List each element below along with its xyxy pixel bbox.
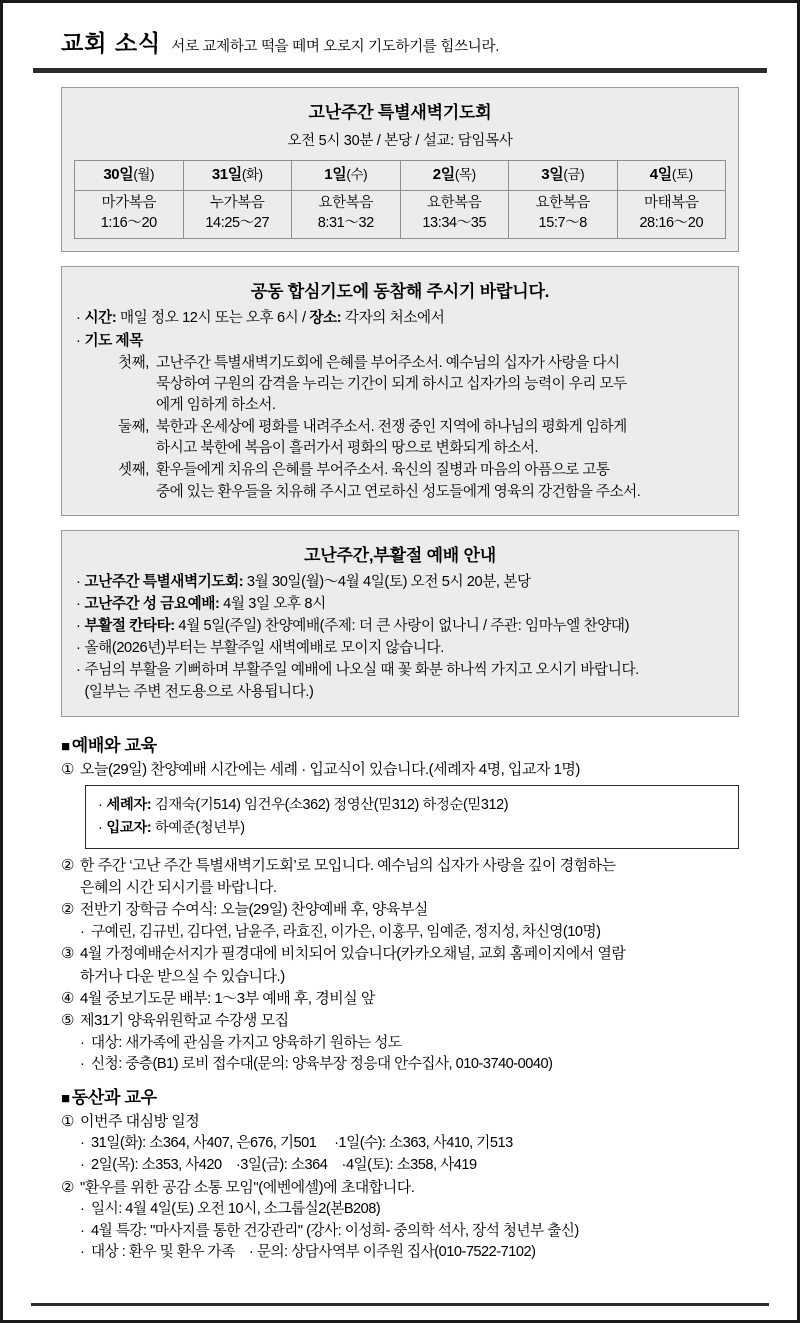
day-number: 31일 [211, 166, 242, 183]
easter-notice-line [76, 594, 726, 615]
meeting-contact: 문의: 상담사역부 이주원 집사(010-7522-7102) [256, 1244, 536, 1261]
schedule-right: 4일(토): 소358, 사419 [345, 1157, 477, 1174]
bullet-dot: · [80, 1222, 85, 1239]
meeting-target: 대상 : 환우 및 환우 가족 [91, 1244, 235, 1261]
topic-line: 환우들에게 치유의 은혜를 부어주소서. 육신의 질병과 마음의 아픔으로 고통 [156, 462, 610, 479]
list-item [61, 1177, 739, 1198]
bullet-dot: · [76, 640, 81, 657]
place-value: 각자의 처소에서 [344, 310, 445, 327]
baptized-names: 김재숙(기514) 임건우(소362) 정영산(믿312) 하정순(믿312) [151, 797, 509, 814]
verse-range: 13:34〜35 [422, 214, 487, 231]
topic-line: 하시고 북한에 복음이 흘러가서 평화의 땅으로 변화되게 하소서. [156, 440, 538, 457]
table-cell-passage [509, 191, 618, 239]
topic-lead: 첫째, [118, 354, 149, 371]
baptism-line [98, 795, 728, 816]
item-text: 제31기 양육위원학교 수강생 모집 [80, 1012, 289, 1030]
joint-prayer-box [61, 266, 739, 515]
prayer-topic-item [118, 353, 726, 416]
sub-list-item [80, 1054, 739, 1075]
line-value: 4월 5일(주일) 찬양예배(주제: 더 큰 사랑이 없나니 / 주관: 임마누엘 찬양대) [174, 618, 630, 635]
book-name: 요한복음 [427, 195, 482, 212]
book-name: 요한복음 [318, 195, 373, 212]
time-label: 시간: [84, 310, 117, 327]
topic-line: 북한과 온세상에 평화를 내려주소서. 전쟁 중인 지역에 하나님의 평화게 임하게 [156, 419, 627, 436]
line-label: 고난주간 성 금요예배: [84, 595, 220, 612]
line-value: 3월 30일(월)〜4월 4일(토) 오전 5시 20분, 본당 [243, 573, 531, 590]
table-cell-day [509, 161, 618, 191]
dawn-prayer-box [61, 87, 739, 252]
bullet-dot: · [98, 797, 103, 814]
table-cell-day [400, 161, 509, 191]
topic-lead: 둘째, [118, 419, 149, 436]
prayer-topic-item [118, 417, 726, 459]
topic-line: 에게 임하게 하소서. [156, 397, 276, 413]
verse-range: 1:16〜20 [100, 214, 157, 231]
dawn-prayer-title: 고난주간 특별새벽기도회 [308, 103, 492, 122]
table-cell-passage [617, 191, 726, 239]
day-of-week: (목) [454, 167, 476, 182]
table-cell-day [183, 161, 292, 191]
visitation-schedule-row: · 2일(목): 소353, 사420 ·3일(금): 소364 ·4일(토): 소358, 사419 [80, 1155, 739, 1176]
list-item [61, 855, 739, 876]
item-text: 전반기 장학금 수여식: 오늘(29일) 찬양예배 후, 양육부실 [80, 901, 428, 919]
joint-prayer-time-line [76, 308, 726, 329]
item-number: ② [61, 856, 74, 874]
line-label: 고난주간 특별새벽기도회: [84, 573, 244, 590]
scholarship-recipients: 구예린, 김규빈, 김다연, 남윤주, 라효진, 이가은, 이홍무, 임예준, 정지성, 차신영(10명) [91, 923, 601, 940]
prayer-topic-item [118, 460, 726, 502]
book-name: 누가복음 [210, 195, 265, 212]
school-application: 신청: 중층(B1) 로비 접수대(문의: 양육부장 정응대 안수집사, 010-3740-0040) [91, 1056, 553, 1073]
topic-body [156, 460, 726, 502]
bullet-dot: · [76, 595, 81, 612]
dawn-prayer-table [74, 160, 726, 239]
topic-body [156, 417, 726, 459]
confirmed-names: 하예준(청년부) [151, 819, 245, 836]
bullet-dot: · [80, 1034, 85, 1051]
bullet-dot: · [76, 332, 81, 349]
topic-line: 고난주간 특별새벽기도회에 은혜를 부어주소서. 예수님의 십자가 사랑을 다시 [156, 354, 620, 371]
joint-prayer-title: 공동 합심기도에 동참해 주시기 바랍니다. [250, 282, 550, 302]
item-text: 오늘(29일) 찬양예배 시간에는 세례 · 입교식이 있습니다.(세례자 4명, 입교자 1명) [80, 760, 580, 778]
table-cell-passage [75, 191, 184, 239]
book-name: 마태복음 [644, 195, 699, 212]
line-value: 4월 3일 오후 8시 [219, 595, 326, 612]
list-item [61, 899, 739, 920]
sub-list-item [80, 1221, 739, 1242]
day-of-week: (토) [671, 167, 693, 182]
meeting-lecture: 4월 특강: "마사지를 통한 건강관리" (강사: 이성희- 중의학 석사, 장석 청년부 출신) [91, 1222, 579, 1239]
table-row-passages [75, 191, 726, 239]
bullet-dot: · [80, 1244, 85, 1261]
schedule-left: 31일(화): 소364, 사407, 은676, 기501 [91, 1135, 317, 1152]
topic-line: 중에 있는 환우들을 치유해 주시고 연로하신 성도들에게 영육의 강건함을 주소서. [156, 483, 641, 500]
list-item [61, 943, 739, 964]
day-of-week: (금) [563, 167, 585, 182]
schedule-right: 1일(수): 소363, 사410, 기513 [338, 1135, 513, 1152]
book-name: 요한복음 [535, 195, 590, 212]
list-item [61, 988, 739, 1009]
topics-label: 기도 제목 [84, 332, 143, 349]
joint-prayer-topics-label-line [76, 331, 726, 352]
day-number: 1일 [324, 166, 347, 183]
topic-line: 묵상하여 구원의 감격을 누리는 기간이 되게 하시고 십자가의 능력이 우리 모두 [156, 375, 627, 392]
item-text: 4월 가정예배순서지가 필경대에 비치되어 있습니다(카카오채널, 교회 홈페이지에서 열람 [80, 945, 626, 963]
item-text: "환우를 위한 공감 소통 모임"(에벤에셀)에 초대합니다. [80, 1178, 415, 1196]
item-text: 4월 중보기도문 배부: 1〜3부 예배 후, 경비실 앞 [80, 989, 375, 1007]
verse-range: 28:16〜20 [639, 214, 704, 231]
table-cell-passage [400, 191, 509, 239]
meeting-datetime: 일시: 4월 4일(토) 오전 10시, 소그룹실2(본B208) [91, 1201, 381, 1218]
schedule-left: 2일(목): 소353, 사420 [91, 1157, 222, 1174]
list-item [61, 1111, 739, 1132]
table-row-days [75, 161, 726, 191]
item-continuation: 은혜의 시간 되시기를 바랍니다. [80, 879, 277, 897]
confirmed-label: 입교자: [106, 819, 152, 836]
line-value: 주님의 부활을 기뻐하며 부활주일 예배에 나오실 때 꽃 화분 하나씩 가지고 오시기 바랍니다. [84, 662, 639, 679]
section-heading-label: 예배와 교육 [71, 735, 157, 755]
day-number: 3일 [541, 166, 564, 183]
easter-notice-line [76, 616, 726, 637]
table-cell-passage [292, 191, 401, 239]
baptized-label: 세례자: [106, 797, 152, 814]
line-label: 부활절 칸타타: [84, 618, 175, 635]
easter-notice-box [61, 530, 739, 717]
bullet-dot: · [80, 1056, 85, 1073]
item-number: ① [61, 1113, 74, 1130]
page-subtitle: 서로 교제하고 떡을 떼며 오로지 기도하기를 힘쓰니라. [171, 39, 499, 55]
table-cell-day [292, 161, 401, 191]
time-value: 매일 정오 12시 또는 오후 6시 / [119, 310, 306, 327]
item-continuation: 하거나 다운 받으실 수 있습니다.) [80, 967, 285, 985]
item-number: ① [61, 760, 74, 778]
item-number: ② [61, 901, 74, 919]
day-of-week: (화) [241, 167, 263, 182]
bullet-dot: · [76, 310, 81, 327]
header-divider [33, 68, 767, 73]
bullet-dot: · [80, 1135, 85, 1152]
place-label: 장소: [309, 310, 342, 327]
table-cell-day [75, 161, 184, 191]
line-value: 올해(2026년)부터는 부활주일 새벽예배로 모이지 않습니다. [84, 640, 444, 657]
page-header [31, 19, 769, 68]
sub-list-item [80, 922, 739, 943]
bullet-dot: · [80, 923, 85, 940]
item-text: 한 주간 ‘고난 주간 특별새벽기도회’로 모입니다. 예수님의 십자가 사랑을 깊이 경험하는 [80, 856, 616, 874]
confirmation-line [98, 818, 728, 839]
section-heading-fellowship [61, 1083, 739, 1108]
baptism-names-box [85, 785, 739, 849]
easter-notice-title: 고난주간,부활절 예배 안내 [303, 545, 496, 565]
topic-body [156, 353, 726, 416]
day-number: 30일 [103, 166, 134, 183]
item-number: ③ [61, 945, 74, 963]
bullet-dot: · [80, 1201, 85, 1218]
day-of-week: (월) [133, 167, 155, 182]
footer-divider [31, 1303, 769, 1306]
line-tail: (일부는 주변 전도용으로 사용됩니다.) [84, 683, 314, 700]
item-number: ② [61, 1178, 74, 1196]
square-bullet-icon: ■ [61, 1090, 70, 1107]
day-of-week: (수) [346, 167, 368, 182]
day-number: 2일 [432, 166, 455, 183]
item-number: ④ [61, 989, 74, 1007]
bullet-dot: · [76, 618, 81, 635]
easter-notice-line [76, 638, 726, 659]
verse-range: 8:31〜32 [317, 214, 374, 231]
school-target: 대상: 새가족에 관심을 가지고 양육하기 원하는 성도 [91, 1034, 402, 1051]
easter-notice-line [76, 572, 726, 593]
section-heading-worship [61, 731, 739, 756]
item-number: ⑤ [61, 1012, 74, 1030]
bullet-dot: · [98, 819, 103, 836]
table-cell-day [617, 161, 726, 191]
verse-range: 15:7〜8 [538, 214, 587, 231]
table-cell-passage [183, 191, 292, 239]
sub-list-item: · 대상 : 환우 및 환우 가족 · 문의: 상담사역부 이주원 집사(010-7522-7102) [80, 1242, 739, 1263]
bullet-dot: · [76, 662, 81, 679]
day-number: 4일 [649, 166, 672, 183]
page-title: 교회 소식 [61, 30, 162, 56]
worship-education-section [61, 731, 739, 1075]
bullet-dot: · [80, 1157, 85, 1174]
section-heading-label: 동산과 교우 [71, 1088, 157, 1107]
visitation-schedule-row: · 31일(화): 소364, 사407, 은676, 기501 ·1일(수): 소363, 사410, 기513 [80, 1133, 739, 1154]
sub-list-item [80, 1199, 739, 1220]
book-name: 마가복음 [101, 195, 156, 212]
fellowship-section [61, 1083, 739, 1263]
verse-range: 14:25〜27 [205, 214, 270, 231]
list-item [61, 1010, 739, 1031]
dawn-prayer-subtitle: 오전 5시 30분 / 본당 / 설교: 담임목사 [287, 133, 513, 149]
schedule-mid: 3일(금): 소364 [240, 1157, 328, 1174]
list-item [61, 759, 739, 780]
topic-lead: 셋째, [118, 462, 149, 479]
square-bullet-icon: ■ [61, 737, 70, 755]
sub-list-item [80, 1033, 739, 1054]
bullet-dot: · [76, 573, 81, 590]
item-text: 이번주 대심방 일정 [80, 1113, 200, 1130]
easter-notice-line [76, 660, 726, 702]
